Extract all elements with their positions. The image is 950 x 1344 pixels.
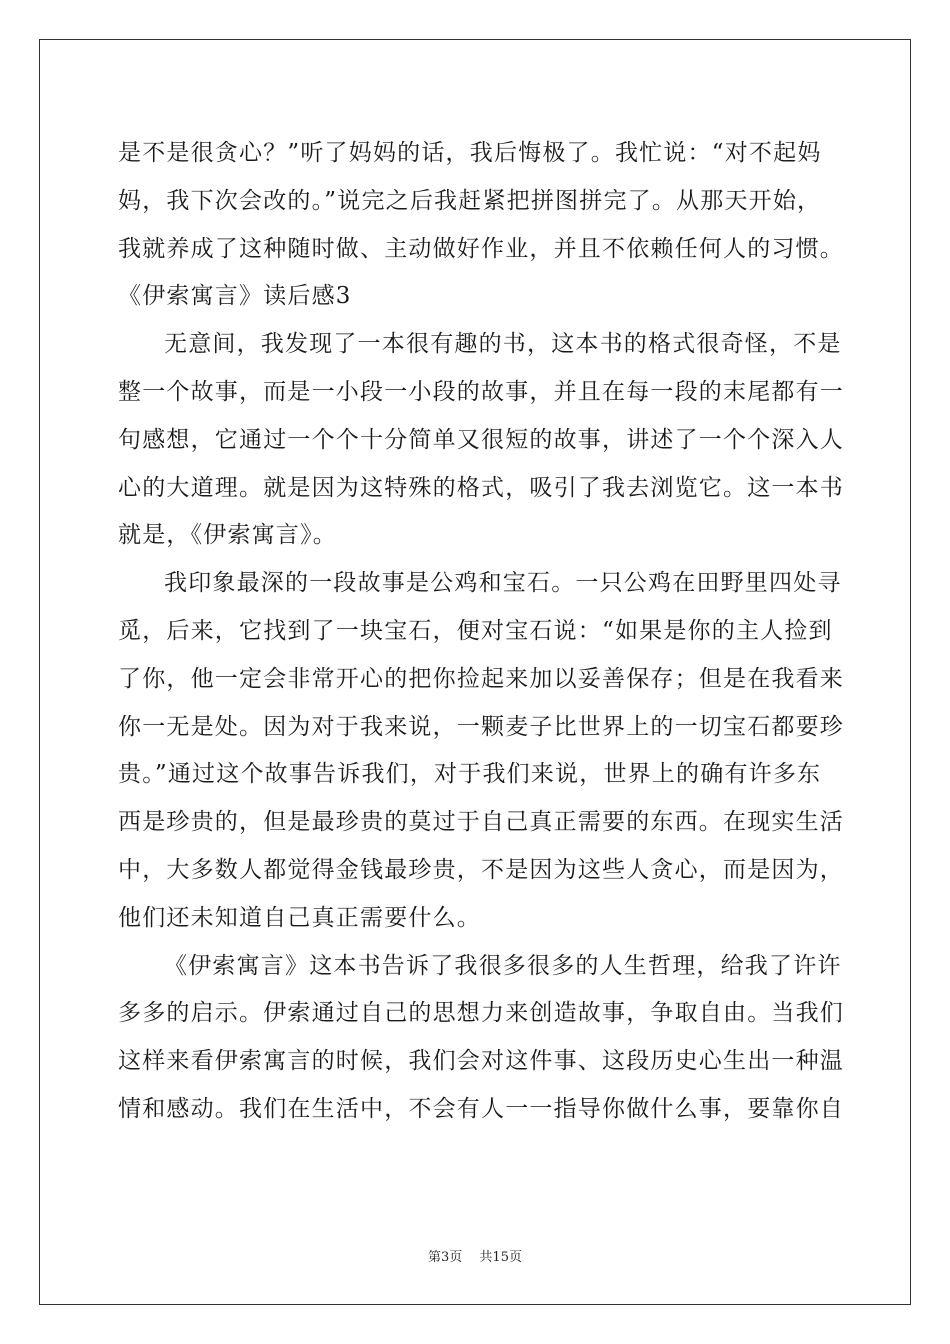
text-line: 情和感动。我们在生活中，不会有人一一指导你做什么事，要靠你自 bbox=[118, 1095, 844, 1122]
text-line: 西是珍贵的，但是最珍贵的莫过于自己真正需要的东西。在现实生活 bbox=[118, 809, 844, 836]
document-body bbox=[118, 130, 844, 1134]
text-line: 他们还未知道自己真正需要什么。 bbox=[118, 904, 481, 931]
section-heading bbox=[118, 273, 834, 321]
text-line: 我就养成了这种随时做、主动做好作业，并且不依赖任何人的习惯。 bbox=[118, 235, 844, 262]
text-line: 我印象最深的一段故事是公鸡和宝石。一只公鸡在田野里四处寻 bbox=[164, 570, 842, 597]
text-line: 《伊索寓言》这本书告诉了我很多很多的人生哲理，给我了许许 bbox=[164, 952, 842, 979]
text-line: 心的大道理。就是因为这特殊的格式，吸引了我去浏览它。这一本书 bbox=[118, 474, 844, 501]
text-line: 句感想，它通过一个个十分简单又很短的故事，讲述了一个个深入人 bbox=[118, 426, 844, 453]
text-line: 中，大多数人都觉得金钱最珍贵，不是因为这些人贪心，而是因为， bbox=[118, 856, 844, 883]
text-line: 这样来看伊索寓言的时候，我们会对这件事、这段历史心生出一种温 bbox=[118, 1048, 844, 1075]
text-line: 贵。”通过这个故事告诉我们，对于我们来说，世界上的确有许多东 bbox=[118, 761, 822, 788]
paragraph bbox=[118, 321, 844, 560]
text-line: 《伊索寓言》读后感3 bbox=[118, 283, 352, 310]
text-line: 多多的启示。伊索通过自己的思想力来创造故事，争取自由。当我们 bbox=[118, 1000, 844, 1027]
page-number-footer: 第3页 共15页 bbox=[428, 1250, 522, 1265]
text-line: 就是，《伊索寓言》。 bbox=[118, 522, 337, 549]
text-line: 觅，后来，它找到了一块宝石，便对宝石说：“如果是你的主人捡到 bbox=[118, 617, 833, 644]
text-line: 你一无是处。因为对于我来说，一颗麦子比世界上的一切宝石都要珍 bbox=[118, 713, 844, 740]
text-line: 妈，我下次会改的。”说完之后我赶紧把拼图拼完了。从那天开始， bbox=[118, 187, 822, 214]
paragraph bbox=[118, 130, 844, 273]
text-line: 整一个故事，而是一小段一小段的故事，并且在每一段的末尾都有一 bbox=[118, 378, 844, 405]
text-line: 无意间，我发现了一本很有趣的书，这本书的格式很奇怪，不是 bbox=[164, 331, 842, 358]
text-line: 了你，他一定会非常开心的把你捡起来加以妥善保存；但是在我看来 bbox=[118, 665, 844, 692]
text-line: 是不是很贪心？”听了妈妈的话，我后悔极了。我忙说：“对不起妈 bbox=[118, 140, 822, 166]
paragraph bbox=[118, 943, 844, 1134]
paragraph bbox=[118, 560, 844, 942]
